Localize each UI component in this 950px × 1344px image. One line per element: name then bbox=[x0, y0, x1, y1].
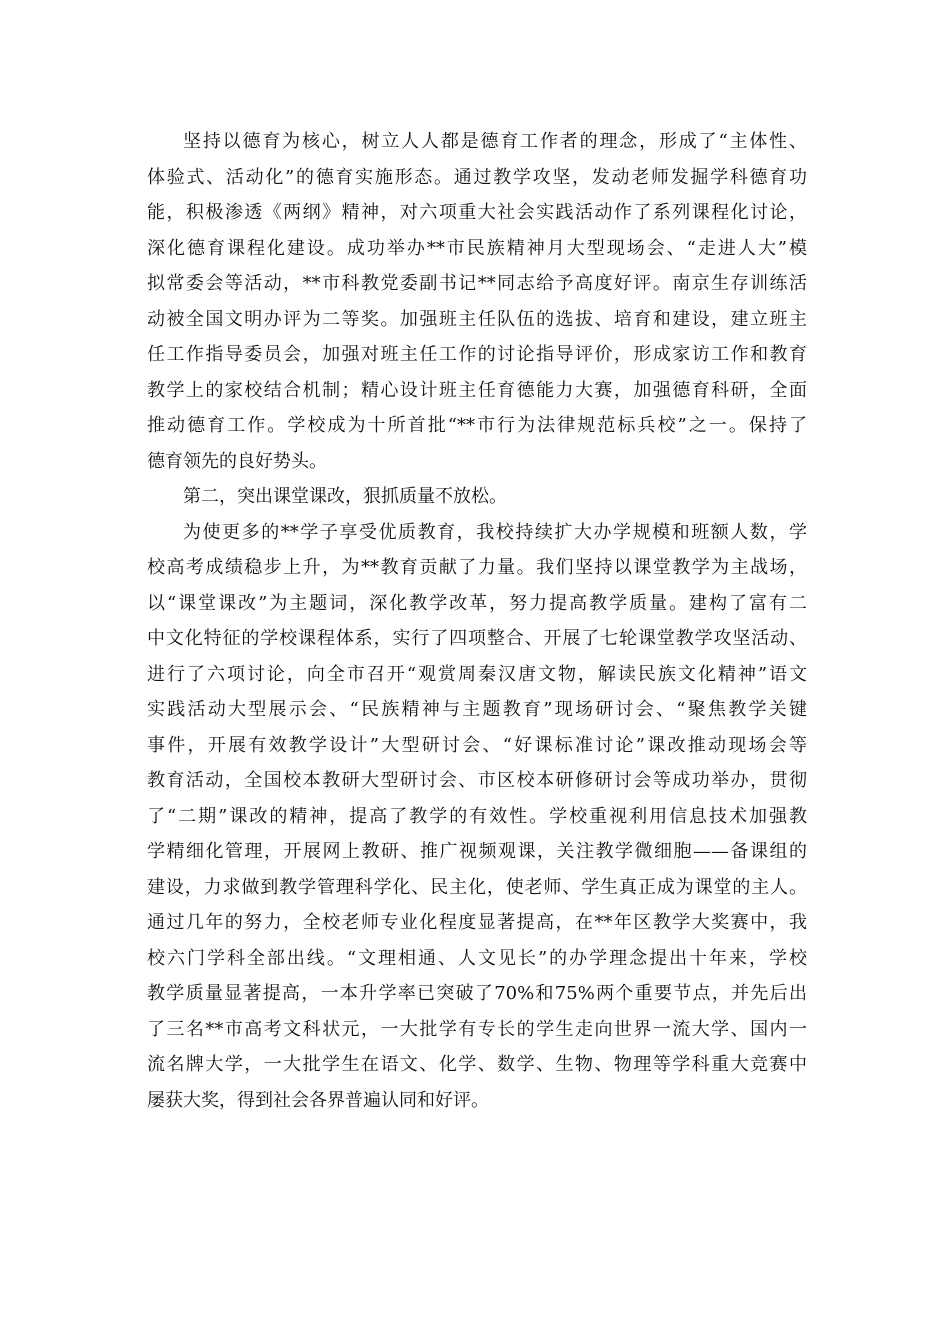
paragraph-2-line-4: 中文化特征的学校课程体系，实行了四项整合、开展了七轮课堂教学攻坚活动、 bbox=[147, 628, 807, 649]
paragraph-2-line-17: 屡获大奖，得到社会各界普遍认同和好评。 bbox=[147, 1089, 489, 1111]
paragraph-1-line-1: 坚持以德育为核心，树立人人都是德育工作者的理念，形成了“主体性、 bbox=[183, 131, 807, 152]
paragraph-2-line-15: 了三名**市高考文科状元，一大批学有专长的学生走向世界一流大学、国内一 bbox=[147, 1018, 807, 1040]
paragraph-1-line-6: 动被全国文明办评为二等奖。加强班主任队伍的选拔、培育和建设，建立班主 bbox=[147, 308, 807, 330]
paragraph-2-line-11: 建设，力求做到教学管理科学化、民主化，使老师、学生真正成为课堂的主人。 bbox=[147, 876, 807, 898]
paragraph-2-line-7: 事件，开展有效教学设计”大型研讨会、“好课标准讨论”课改推动现场会等 bbox=[147, 734, 807, 756]
paragraph-1-line-7: 任工作指导委员会，加强对班主任工作的讨论指导评价，形成家访工作和教育 bbox=[147, 344, 807, 365]
paragraph-2-line-6: 实践活动大型展示会、“民族精神与主题教育”现场研讨会、“聚焦教学关键 bbox=[147, 699, 807, 720]
paragraph-2-line-2: 校高考成绩稳步上升，为**教育贡献了力量。我们坚持以课堂教学为主战场， bbox=[147, 557, 807, 578]
paragraph-2-line-14: 教学质量显著提高，一本升学率已突破了70%和75%两个重要节点，并先后出 bbox=[147, 983, 807, 1004]
body-text bbox=[147, 124, 807, 1118]
paragraph-2-line-3: 以“课堂课改”为主题词，深化教学改革，努力提高教学质量。建构了富有二 bbox=[147, 592, 807, 614]
paragraph-1-line-8: 教学上的家校结合机制；精心设计班主任育德能力大赛，加强德育科研，全面 bbox=[147, 379, 807, 401]
paragraph-1-line-10: 德育领先的良好势头。 bbox=[147, 450, 327, 472]
paragraph-1-line-3: 能，积极渗透《两纲》精神，对六项重大社会实践活动作了系列课程化讨论， bbox=[147, 202, 807, 223]
paragraph-2-line-16: 流名牌大学，一大批学生在语文、化学、数学、生物、物理等学科重大竞赛中 bbox=[147, 1054, 807, 1075]
paragraph-2-line-5: 进行了六项讨论，向全市召开“观赏周秦汉唐文物，解读民族文化精神”语文 bbox=[147, 663, 807, 685]
section-heading: 第二，突出课堂课改，狠抓质量不放松。 bbox=[183, 486, 507, 507]
paragraph-2-line-13: 校六门学科全部出线。“文理相通、人文见长”的办学理念提出十年来，学校 bbox=[147, 947, 807, 969]
paragraph-2-line-12: 通过几年的努力，全校老师专业化程度显著提高，在**年区教学大奖赛中，我 bbox=[147, 912, 807, 933]
paragraph-1-line-5: 拟常委会等活动，**市科教党委副书记**同志给予高度好评。南京生存训练活 bbox=[147, 273, 807, 294]
paragraph-2-line-1: 为使更多的**学子享受优质教育，我校持续扩大办学规模和班额人数，学 bbox=[183, 521, 807, 543]
paragraph-2-line-9: 了“二期”课改的精神，提高了教学的有效性。学校重视利用信息技术加强教 bbox=[147, 805, 807, 827]
paragraph-1-line-2: 体验式、活动化”的德育实施形态。通过教学攻坚，发动老师发掘学科德育功 bbox=[147, 166, 807, 188]
paragraph-1-line-4: 深化德育课程化建设。成功举办**市民族精神月大型现场会、“走进人大”模 bbox=[147, 237, 807, 259]
paragraph-1-line-9: 推动德育工作。学校成为十所首批“**市行为法律规范标兵校”之一。保持了 bbox=[147, 415, 807, 436]
paragraph-2-line-10: 学精细化管理，开展网上教研、推广视频观课，关注教学微细胞——备课组的 bbox=[147, 841, 807, 862]
paragraph-2-line-8: 教育活动，全国校本教研大型研讨会、市区校本研修研讨会等成功举办，贯彻 bbox=[147, 770, 807, 791]
